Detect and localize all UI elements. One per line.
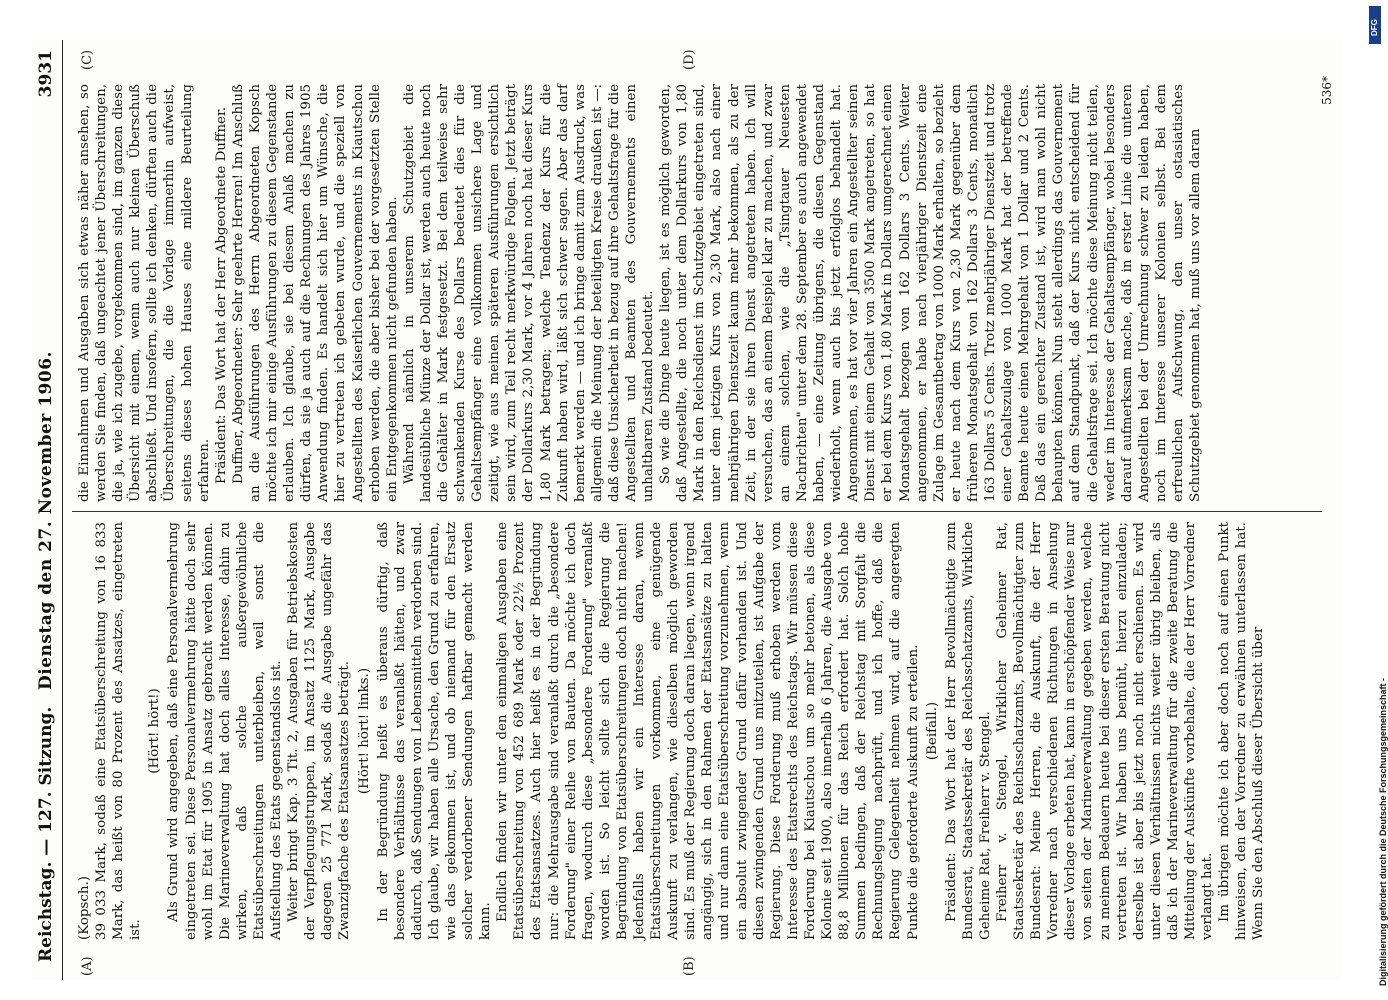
credit-text: Digitalisierung gefördert durch die Deutsche Forschungsgemeinschaft - bbox=[1378, 677, 1388, 986]
paragraph: Während nämlich in unserem Schutzgebiet die landesübliche Münze der Dollar ist, werden auch heute noch die Gehälter in Mark festgesetzt. Bei dem teilweise sehr schwankenden Kurse des Dollars bedeutet dies für die Gehaltsempfänger eine vollkommen unsichere Lage und zeitigt, wie aus meinen späteren Ausführungen ersichtlich sein wird, zum Teil recht merkwürdige Folgen. Jetzt beträgt der Dollarkurs 2,30 Mark, vor 4 Jahren noch hat dieser Kurs 1,80 Mark betragen; welche Tendenz der Kurs für die Zukunft haben wird, läßt sich schwer sagen. Aber das darf bemerkt werden — und ich bringe damit zum Ausdruck, was allgemein die Meinung der beteiligten Kreise draußen ist —: daß diese Unsicherheit in bezug auf ihre Gehaltsfrage für die Angestellten und Beamten des Gouvernements einen unhaltbaren Zustand bedeutet. bbox=[401, 84, 657, 502]
column-divider bbox=[72, 511, 1322, 512]
paragraph: So wie die Dinge heute liegen, ist es möglich geworden, daß Angestellte, die noch unter dem Dollarkurs von 1,80 Mark in den Reichsdienst im Schutzgebiet eingetreten sind, unter dem jetzigen Kurs von 2,30 Mark, also nach einer mehrjährigen Dienstzeit kaum mehr bekommen, als zu der Zeit, in der sie ihren Dienst angetreten haben. Ich will versuchen, das an einem Beispiel klar zu machen, und zwar an einem solchen, wie die „Tsingtauer Neuesten Nachrichten" unter dem 28. September es auch angewendet haben, — eine Zeitung übrigens, die diesen Gegenstand wiederholt, wenn auch bis jetzt erfolglos behandelt hat. Angenommen, es hat vor vier Jahren ein Angestellter seinen Dienst mit einem Gehalt von 3500 Mark angetreten, so hat er bei dem Kurs von 1,80 Mark in Dollars umgerechnet einen Monatsgehalt bezogen von 162 Dollars 3 Cents. Weiter angenommen, er habe nach vierjähriger Dienstzeit eine Zulage im Gesamtbetrag von 1000 Mark erhalten, so bezieht er heute nach dem Kurs von 2,30 Mark gegenüber dem früheren Monatsgehalt von 162 Dollars 3 Cents, monatlich 163 Dollars 5 Cents. Trotz mehrjähriger Dienstzeit und trotz einer Gehaltszulage von 1000 Mark hat der betreffende Beamte heute einen Mehrgehalt von 1 Dollar und 2 Cents. Daß das ein gerechter Zustand ist, wird man wohl nicht behaupten können. Nun steht allerdings das Gouvernement auf dem Standpunkt, daß der Kurs nicht entscheidend für die Gehaltsfrage sei. Ich möchte diese Meinung nicht teilen, weder im Interesse der Gehaltsempfänger, wobei besonders darauf aufmerksam mache, daß in erster Linie die unteren Angestellten bei der Umrechnung schwer zu leiden haben, noch im Interesse unserer Kolonien selbst. Bei dem erfreulichen Aufschwung, den unser ostasiatisches Schutzgebiet genommen hat, muß uns vor allem daran bbox=[658, 84, 1204, 502]
margin-mark-a: (A) bbox=[80, 956, 95, 976]
right-text-column bbox=[76, 84, 1316, 502]
paragraph: die Einnahmen und Ausgaben sich etwas näher ansehen, so werden Sie finden, daß ungeachtet jener Überschreitungen, die ja, wie ich zugebe, vorgekommen sind, im ganzen diese Übersicht mit einem, wenn auch nur kleinen Überschuß abschließt. Und insofern, sollte ich denken, dürften auch die Überschreitungen, die die Vorlage immerhin aufweist, seitens dieses hohen Hauses eine mildere Beurteilung erfahren. bbox=[77, 84, 212, 502]
paragraph: Endlich finden wir unter den einmaligen Ausgaben eine Etatsüberschreitung von 452 689 Mark oder 22½ Prozent des Etatsansatzes. Auch hier heißt es in der Begründung nur: die Mehrausgabe sind veranlaßt durch die „besondere Forderung" einer Reihe von Bauten. Da möchte ich doch fragen, wodurch diese „besondere Forderung" veranlaßt worden ist. So leicht sollte sich die Regierung die Begründung von Etatsüberschreitungen doch nicht machen! Jedenfalls haben wir ein Interesse daran, wenn Etatsüberschreitungen vorkommen, eine genügende Auskunft zu verlangen, wie dieselben möglich geworden sind. Es muß der Regierung doch daran liegen, wenn irgend angängig, sich in den Rahmen der Etatsansätze zu halten und nur dann eine Etatsüberschreitung vorzunehmen, wenn ein absolut zwingender Grund dafür vorhanden ist. Und diesen zwingenden Grund uns mitzuteilen, ist Aufgabe der Regierung. Diese Forderung muß erhoben werden vom Interesse des Etatsrechts des Reichstags. Wir müssen diese Forderung bei Kiautschou um so mehr betonen, als diese Kolonie seit 1900, also innerhalb 6 Jahren, die Ausgabe von 88,8 Millionen für das Reich erfordert hat. Solch hohe Summen bedingen, daß der Reichstag mit Sorgfalt die Rechnungslegung nachprüft, und ich hoffe, daß die Regierung Gelegenheit nehmen wird, auf die angeregten Punkte die geforderte Auskunft zu erteilen. bbox=[495, 522, 921, 940]
paragraph: Freiherr v. Stengel, Wirklicher Geheimer Rat, Staatssekretär des Reichsschatzamts, Bevollmächtigter zum Bundesrat: Meine Herren, die Auskunft, die der Herr Vorredner nach verschiedenen Richtungen in Ansehung dieser Vorlage erbeten hat, kann in erschöpfender Weise nur von seiten der Marineverwaltung gegeben werden, welche zu meinem Bedauern heute bei dieser ersten Beratung nicht vertreten ist. Wir haben uns bemüht, hierzu einzuladen; derselbe ist aber bis jetzt noch nicht erschienen. Es wird unter diesen Verhältnissen nichts weiter übrig bleiben, als daß ich der Marineverwaltung für die zweite Beratung die Mitteilung der Auskünfte vorbehalte, die der Herr Vorredner verlangt hat. bbox=[994, 522, 1216, 940]
interjection: (Hört! hört!) bbox=[147, 688, 163, 774]
page-number: 3931 bbox=[36, 50, 56, 98]
dfg-logo: DFG bbox=[1369, 6, 1381, 44]
margin-mark-d: (D) bbox=[682, 49, 697, 70]
paragraph: In der Begründung heißt es überaus dürftig, daß besondere Verhältnisse das veranlaßt hätten, und zwar dadurch, daß Sendungen von Lebensmitteln verdorben sind. Ich glaube, wir haben alle Ursache, den Grund zu erfahren, wie das gekommen ist, und ob niemand für den Ersatz solcher verdorbener Sendungen haftbar gemacht werden kann. bbox=[375, 522, 494, 940]
speaker-tag: (Kopsch.) bbox=[77, 876, 92, 940]
header-date: Dienstag den 27. November 1906. bbox=[36, 351, 56, 690]
paragraph: 39 033 Mark, sodaß eine Etatsüberschreitung von 16 833 Mark, das heißt von 80 Prozent des Ansatzes, eingetreten ist. bbox=[94, 522, 144, 940]
paragraph: Duffner, Abgeordneter: Sehr geehrte Herren! Im Anschluß an die Ausführungen des Herrn Abgeordneten Kopsch möchte ich mir einige Ausführungen zu diesem Gegenstande erlauben. Ich glaube, sie bei diesem Anlaß machen zu dürfen, da sie ja auch auf die Rechnungen des Jahres 1905 Anwendung finden. Es handelt sich hier um Wünsche, die hier zu vertreten ich gebeten wurde, und die speziell von Angestellten des Kaiserlichen Gouvernements in Kiautschou erhoben werden, die aber bisher bei der vorgesetzten Stelle ein Entgegenkommen nicht gefunden haben. bbox=[230, 84, 400, 502]
paragraph: Präsident: Das Wort hat der Herr Bevollmächtigte zum Bundesrat, Staatssekretär des Reichsschatzamts, Wirkliche Geheime Rat, Freiherr v. Stengel. bbox=[943, 522, 993, 940]
left-text-column bbox=[76, 522, 1316, 940]
interjection: (Beifall.) bbox=[924, 701, 940, 761]
rotated-document-page bbox=[32, 40, 1342, 980]
paragraph: Präsident: Das Wort hat der Herr Abgeordnete Duffner. bbox=[213, 106, 229, 484]
paragraph: Weiter bringt Kap. 3 Tit. 2, Ausgaben für Betriebskosten der Verpflegungstruppen, im Ansatz 1125 Mark, Ausgabe dagegen 25 771 Mark, sodaß die Ausgabe ungefähr das Zwanzigfache des Etatsansatzes beträgt. bbox=[286, 522, 353, 940]
header-session-title: Reichstag. — 127. Sitzung. bbox=[36, 706, 56, 962]
digitization-credit bbox=[1366, 6, 1388, 996]
signature-mark: 536* bbox=[1320, 76, 1334, 105]
paragraph: Im übrigen möchte ich aber doch noch auf einen Punkt hinweisen, den der Vorredner zu erwähnen unterlassen hat. Wenn Sie den Abschluß dieser Übersicht über bbox=[1217, 522, 1267, 940]
margin-mark-b: (B) bbox=[682, 956, 697, 976]
running-head bbox=[32, 40, 63, 980]
margin-mark-c: (C) bbox=[80, 49, 95, 70]
interjection: (Hört! hört! links.) bbox=[356, 667, 372, 795]
paragraph: Als Grund wird angegeben, daß eine Personalvermehrung eingetreten sei. Diese Personalvermehrung hätte doch sehr wohl im Etat für 1905 in Ansatz gebracht werden können. Die Marineverwaltung hat doch alles Interesse, dahin zu wirken, daß solche außergewöhnliche Etatsüberschreitungen unterbleiben, weil sonst die Aufstellung des Etats gegenstandslos ist. bbox=[166, 522, 285, 940]
